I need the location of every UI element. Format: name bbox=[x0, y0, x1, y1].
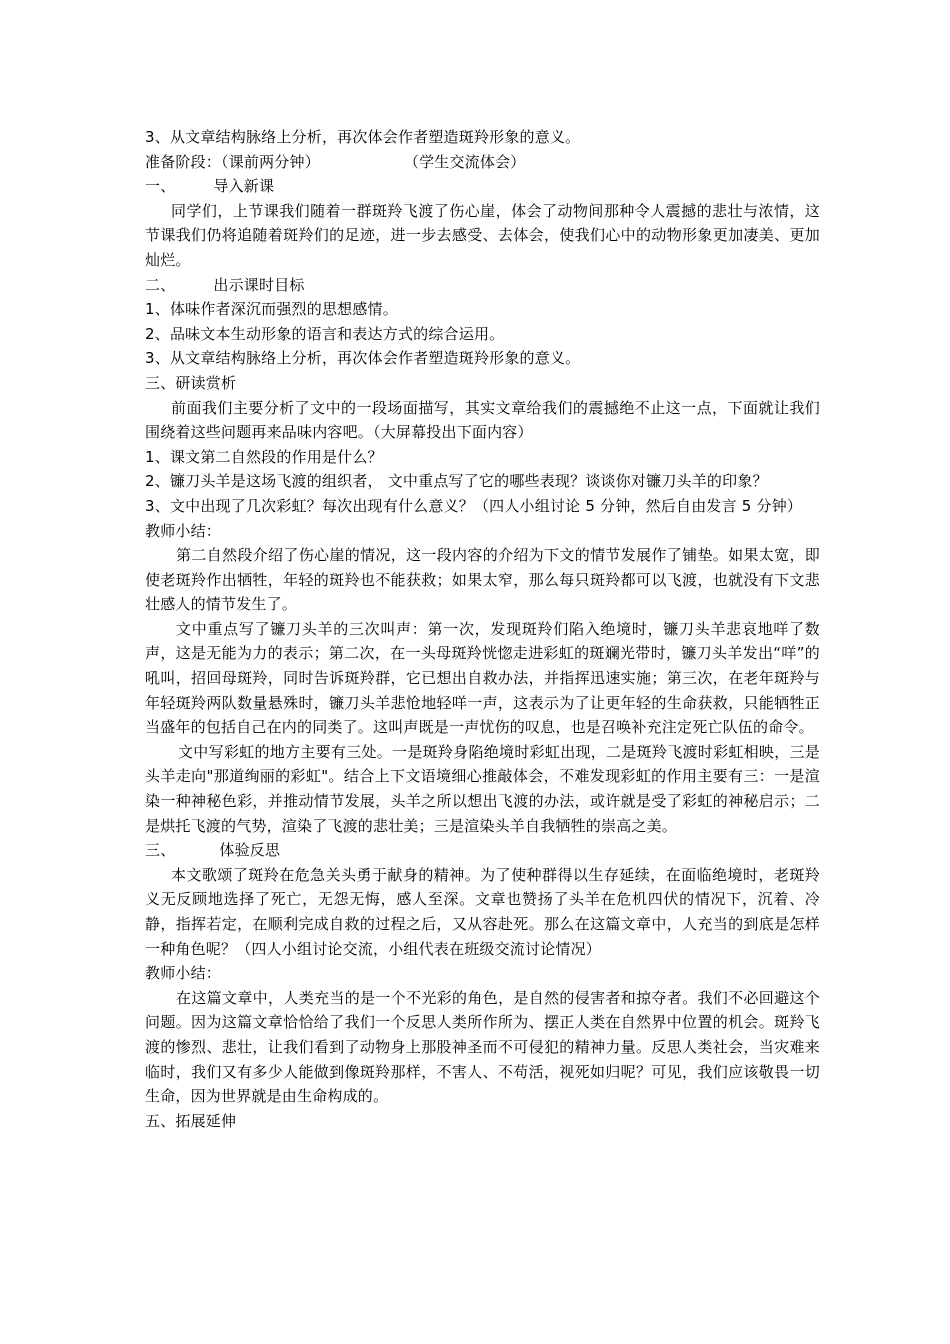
teacher-summary-label-2: 教师小结： bbox=[145, 964, 222, 983]
summary-paragraph-2: 文中重点写了镰刀头羊的三次叫声：第一次，发现斑羚们陷入绝境时，镰刀头羊悲哀地咩了数声，这是无能为力的表示；第二次，在一头母斑羚恍惚走进彩虹的斑斓光带时，镰刀头羊发出“咩”的吼叫，招回母斑羚，同时告诉斑羚群，它已想出自救办法，并指挥迅速实施；第三次，在老年斑羚与年轻斑羚两队数量悬殊时，镰刀头羊悲怆地轻咩一声，这表示为了让更年轻的生命获救，只能牺牲正当盛年的包括自己在内的同类了。这叫声既是一声忧伤的叹息，也是召唤补充注定死亡队伍的命令。 bbox=[145, 619, 820, 737]
section-2-heading bbox=[145, 273, 820, 298]
section-3-heading: 三、研读赏析 bbox=[145, 373, 237, 392]
objective-3-top: 3、从文章结构脉络上分析，再次体会作者塑造斑羚形象的意义。 bbox=[145, 128, 581, 146]
section-2-number: 二、 bbox=[145, 275, 176, 294]
reflection-paragraph: 本文歌颂了斑羚在危急关头勇于献身的精神。为了使种群得以生存延续，在面临绝境时，老斑羚义无反顾地选择了死亡，无怨无悔，感人至深。文章也赞扬了头羊在危机四伏的情况下，沉着、冷静，指挥若定，在顺利完成自救的过程之后，又从容赴死。那么在这篇文章中，人充当的到底是怎样一种角色呢？（四人小组讨论交流，小组代表在班级交流讨论情况） bbox=[145, 865, 820, 958]
question-3: 3、文中出现了几次彩虹？每次出现有什么意义？（四人小组讨论 5 分钟，然后自由发言 5 分钟） bbox=[145, 496, 803, 515]
summary-paragraph-3: 文中写彩虹的地方主要有三处。一是斑羚身陷绝境时彩虹出现，二是斑羚飞渡时彩虹相映，三是头羊走向"那道绚丽的彩虹"。结合上下文语境细心推敲体会，不难发现彩虹的作用主要有三：一是渲染一种神秘色彩，并推动情节发展，头羊之所以想出飞渡的办法，或许就是受了彩虹的神秘启示；二是烘托飞渡的气势，渲染了飞渡的悲壮美；三是渲染头羊自我牺牲的崇高之美。 bbox=[145, 742, 820, 835]
section-5-heading: 五、拓展延伸 bbox=[145, 1111, 237, 1130]
section-3b-title: 体验反思 bbox=[219, 841, 281, 860]
section-3b-number: 三、 bbox=[145, 841, 176, 860]
intro-paragraph: 同学们，上节课我们随着一群斑羚飞渡了伤心崖，体会了动物间那种令人震撼的悲壮与浓情，这节课我们仍将追随着斑羚们的足迹，进一步去感受、去体会，使我们心中的动物形象更加凄美、更加灿烂。 bbox=[145, 201, 820, 269]
prep-stage-line bbox=[145, 150, 820, 175]
teacher-summary-label: 教师小结： bbox=[145, 521, 222, 540]
summary-paragraph-1: 第二自然段介绍了伤心崖的情况，这一段内容的介绍为下文的情节发展作了铺垫。如果太宽，即使老斑羚作出牺牲，年轻的斑羚也不能获救；如果太窄，那么每只斑羚都可以飞渡，也就没有下文悲壮感人的情节发生了。 bbox=[145, 546, 820, 614]
section-2-title: 出示课时目标 bbox=[213, 275, 305, 294]
section-3b-heading bbox=[145, 838, 820, 863]
reading-paragraph: 前面我们主要分析了文中的一段场面描写，其实文章给我们的震撼绝不止这一点，下面就让我们围绕着这些问题再来品味内容吧。（大屏幕投出下面内容） bbox=[145, 398, 820, 442]
objective-1: 1、体味作者深沉而强烈的思想感情。 bbox=[145, 300, 398, 319]
prep-stage-label: 准备阶段：（课前两分钟） bbox=[145, 152, 320, 171]
question-1: 1、课文第二自然段的作用是什么？ bbox=[145, 447, 383, 466]
summary-paragraph-4: 在这篇文章中，人类充当的是一个不光彩的角色，是自然的侵害者和掠夺者。我们不必回避这个问题。因为这篇文章恰恰给了我们一个反思人类所作所为、摆正人类在自然界中位置的机会。斑羚飞渡的惨烈、悲壮，让我们看到了动物身上那股神圣而不可侵犯的精神力量。反思人类社会，当灾难来临时，我们又有多少人能做到像斑羚那样，不害人、不苟活，视死如归呢？可见，我们应该敬畏一切生命，因为世界就是由生命构成的。 bbox=[145, 988, 820, 1106]
objective-2: 2、品味文本生动形象的语言和表达方式的综合运用。 bbox=[145, 324, 505, 343]
section-1-heading bbox=[145, 174, 820, 199]
question-2: 2、镰刀头羊是这场飞渡的组织者， 文中重点写了它的哪些表现？谈谈你对镰刀头羊的印象？ bbox=[145, 472, 768, 491]
section-1-title: 导入新课 bbox=[213, 177, 275, 196]
objective-3: 3、从文章结构脉络上分析，再次体会作者塑造斑羚形象的意义。 bbox=[145, 349, 581, 368]
document-page bbox=[145, 125, 820, 1133]
section-1-number: 一、 bbox=[145, 177, 176, 196]
prep-stage-note: （学生交流体会） bbox=[403, 152, 526, 171]
